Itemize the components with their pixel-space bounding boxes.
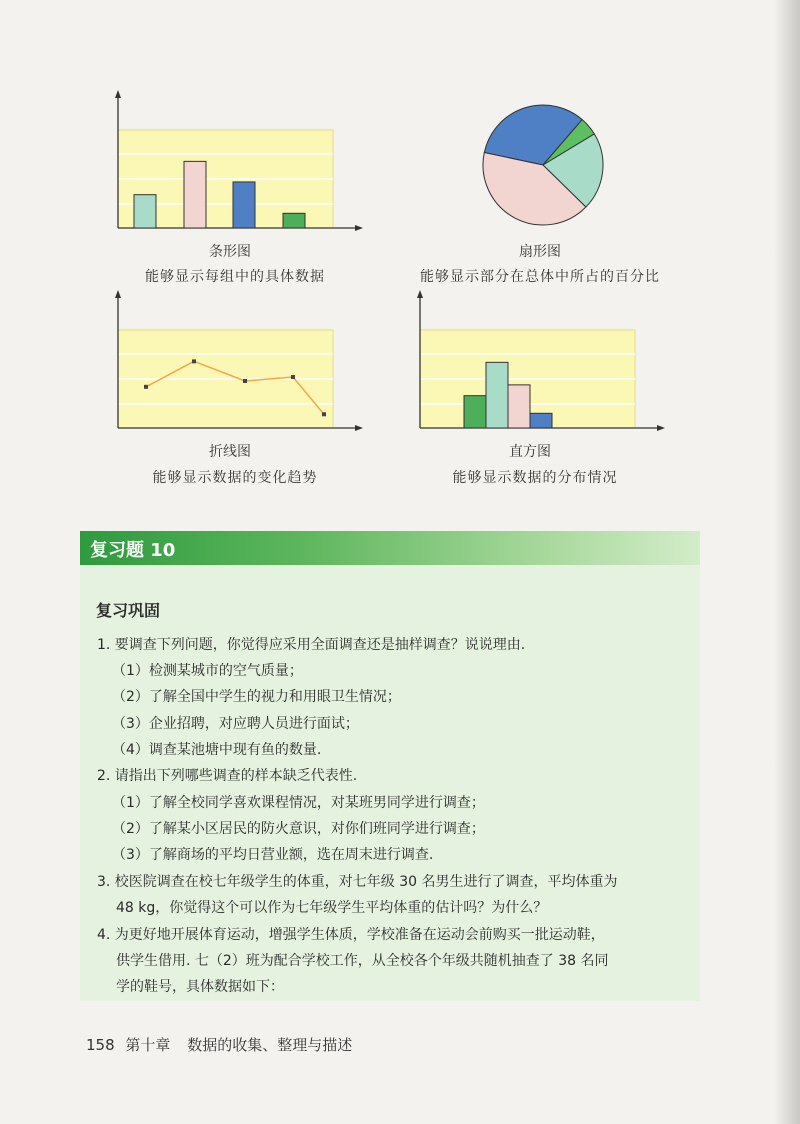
line-chart-caption: 折线图 — [209, 444, 251, 460]
line-point — [243, 379, 247, 383]
y-axis-arrow — [417, 290, 423, 298]
bar-2 — [184, 161, 206, 228]
review-banner — [80, 531, 700, 565]
bar-3 — [233, 182, 255, 228]
question-3-cont: 48 kg，你觉得这个可以作为七年级学生平均体重的估计吗？为什么？ — [116, 900, 548, 916]
pie-chart-caption: 扇形图 — [519, 244, 561, 260]
histogram-description: 能够显示数据的分布情况 — [452, 470, 618, 486]
question-2-item-3: （3）了解商场的平均日营业额，选在周末进行调查. — [112, 847, 434, 863]
y-axis-arrow — [115, 90, 121, 98]
page-edge-shadow — [774, 0, 800, 1124]
page-number: 158 — [86, 1036, 115, 1054]
question-4-cont-1: 供学生借用. 七（2）班为配合学校工作，从全校各个年级共随机抽查了 38 名同 — [116, 953, 609, 969]
question-1-item-1: （1）检测某城市的空气质量； — [112, 663, 303, 679]
chapter-title: 数据的收集、整理与描述 — [187, 1036, 353, 1054]
x-axis-arrow — [657, 425, 665, 431]
x-axis-arrow — [355, 225, 363, 231]
line-point — [291, 375, 295, 379]
question-4-cont-2: 学的鞋号，具体数据如下： — [116, 979, 284, 995]
bar-4 — [283, 213, 305, 228]
question-1-item-4: （4）调查某池塘中现有鱼的数量. — [112, 742, 322, 758]
question-1: 1. 要调查下列问题，你觉得应采用全面调查还是抽样调查？说说理由. — [97, 637, 526, 653]
question-2: 2. 请指出下列哪些调查的样本缺乏代表性. — [97, 768, 358, 784]
histogram-bar — [530, 413, 552, 428]
section-heading: 复习巩固 — [96, 601, 161, 620]
question-3: 3. 校医院调查在校七年级学生的体重，对七年级 30 名男生进行了调查，平均体重为 — [97, 874, 618, 890]
histogram-chart — [410, 288, 670, 438]
question-1-item-2: （2）了解全国中学生的视力和用眼卫生情况； — [112, 689, 401, 705]
line-point — [192, 359, 196, 363]
bar-chart — [108, 88, 368, 238]
x-axis-arrow — [355, 425, 363, 431]
y-axis-arrow — [115, 290, 121, 298]
pie-chart-description: 能够显示部分在总体中所占的百分比 — [420, 269, 660, 285]
line-chart — [108, 288, 368, 438]
review-title: 复习题 10 — [90, 540, 176, 561]
question-2-item-1: （1）了解全校同学喜欢课程情况，对某班男同学进行调查； — [112, 795, 485, 811]
question-4: 4. 为更好地开展体育运动，增强学生体质，学校准备在运动会前购买一批运动鞋， — [97, 927, 605, 943]
question-2-item-2: （2）了解某小区居民的防火意识，对你们班同学进行调查； — [112, 821, 485, 837]
line-point — [144, 385, 148, 389]
line-point — [322, 412, 326, 416]
histogram-bar — [464, 396, 486, 428]
bar-chart-description: 能够显示每组中的具体数据 — [145, 269, 325, 285]
histogram-bar — [486, 362, 508, 428]
pie-chart — [478, 100, 608, 230]
page-footer — [86, 1034, 352, 1055]
bar-chart-caption: 条形图 — [209, 244, 251, 260]
question-1-item-3: （3）企业招聘，对应聘人员进行面试； — [112, 716, 359, 732]
line-chart-description: 能够显示数据的变化趋势 — [152, 470, 318, 486]
histogram-bar — [508, 385, 530, 428]
chapter-label: 第十章 — [125, 1036, 171, 1054]
histogram-caption: 直方图 — [509, 444, 551, 460]
bar-1 — [134, 195, 156, 228]
